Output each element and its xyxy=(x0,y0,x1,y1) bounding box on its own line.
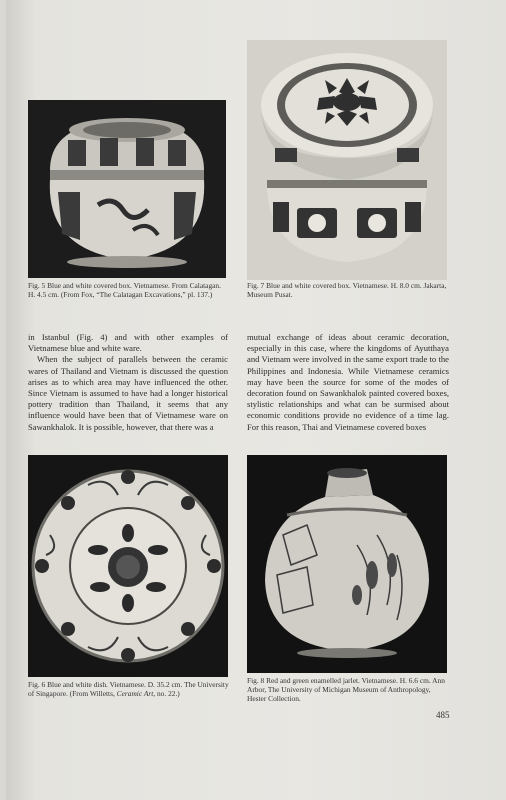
figure-6-caption xyxy=(28,680,230,698)
book-page xyxy=(6,0,506,800)
figure-5-photo xyxy=(28,100,226,278)
dish-image xyxy=(28,455,228,677)
paragraph: in Istanbul (Fig. 4) and with other examples of Vietnamese blue and white ware. xyxy=(28,332,228,354)
caption-title-italic: Ceramic Art xyxy=(116,689,154,698)
figure-8-photo xyxy=(247,455,447,673)
body-text-left-column xyxy=(28,332,228,433)
figure-8-caption: Fig. 8 Red and green enamelled jarlet. Vietnamese. H. 6.6 cm. Ann Arbor, The University of Michigan Museum of Anthropology, Hester Collection. xyxy=(247,676,445,703)
figure-5-caption: Fig. 5 Blue and white covered box. Vietnamese. From Calatagan. H. 4.5 cm. (From Fox, “The Calatagan Excavations,” pl. 137.) xyxy=(28,281,221,299)
figure-7-photo xyxy=(247,40,447,280)
jarlet-image xyxy=(247,455,447,673)
caption-text: , no. 22.) xyxy=(153,689,180,698)
body-text-right-column xyxy=(247,332,449,433)
figure-6-photo xyxy=(28,455,228,677)
covered-box-image xyxy=(247,40,447,280)
figure-7-caption: Fig. 7 Blue and white covered box. Vietnamese. H. 8.0 cm. Jakarta, Museum Pusat. xyxy=(247,281,447,299)
caption-text: Fig. 6 Blue and white dish. Vietnamese. D. 35.2 cm. The University of Singapore. (From Willetts, xyxy=(28,680,229,698)
paragraph: When the subject of parallels between the ceramic wares of Thailand and Vietnam is discussed the question arises as to which area may have influenced the other. Since Vietnam is assumed to have had a longer historical pottery tradition than Thailand, it seems that any influence would have been that of Vietnamese ware on Sawankhalok. It is possible, however, that there was a xyxy=(28,354,228,432)
paragraph: mutual exchange of ideas about ceramic decoration, especially in this case, where the kingdoms of Ayutthaya and Vietnam were involved in the same export trade to the Philippines and Indonesia. While Vietnamese ceramics may have been the source for some of the modes of decoration found on Sawankhalok painted covered boxes, stylistic relationships and what can be surmised about economic conditions provide no evidence of a time lag. For this reason, Thai and Vietnamese covered boxes xyxy=(247,332,449,432)
covered-box-image xyxy=(28,100,226,278)
page-number: 485 xyxy=(436,710,450,720)
